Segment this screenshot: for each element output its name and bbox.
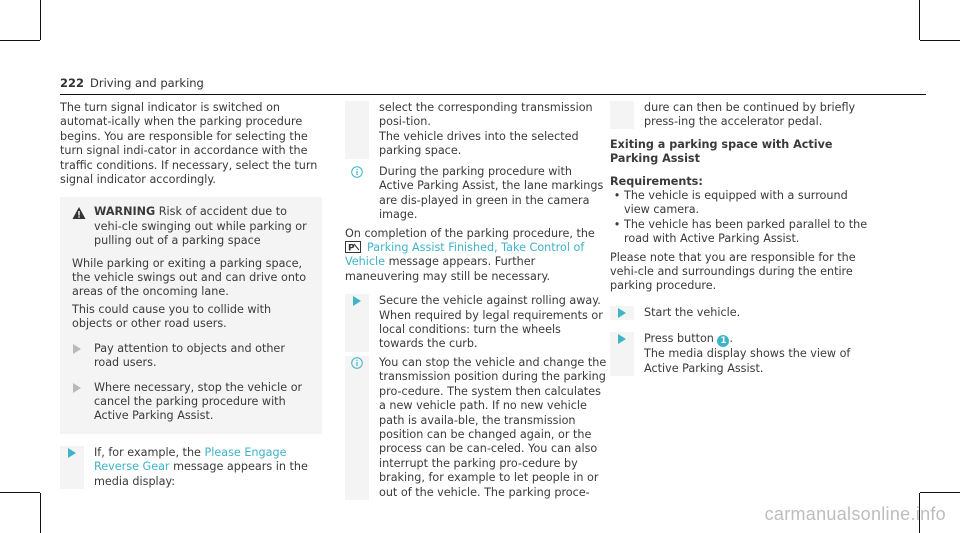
bullet-icon: • <box>613 217 621 231</box>
step-press-text: Press button 1 . <box>644 332 734 347</box>
info-note-2-text: You can stop the vehicle and change the transmission position during the parking pro-cedure. The system then calculates a new vehicle path. If no new vehicle path is availa-ble, the transmission position can be changed again, or the process can be can-celed. You can also interrupt the parking pro-cedure by braking, for example to let people in or out of the vehicle. The parking proce- <box>379 355 607 499</box>
requirement-item: • The vehicle is equipped with a surround view camera. <box>610 189 872 218</box>
column-3 <box>610 101 872 376</box>
bullet-icon: • <box>613 189 621 203</box>
warning-text-2: This could cause you to collide with objects or other road users. <box>72 302 272 331</box>
select-text: select the corresponding transmission posi-tion. <box>379 101 593 129</box>
column-1 <box>60 101 322 489</box>
page-header <box>60 76 204 90</box>
warning-text-1: While parking or exiting a parking space, the vehicle swings out and can drive onto areas of the oncoming lane. <box>72 256 307 299</box>
step-arrow-icon <box>352 296 362 306</box>
step-arrow-icon <box>72 383 82 393</box>
continued-text: dure can then be continued by briefly press-ing the accelerator pedal. <box>644 101 856 129</box>
section-heading: Exiting a parking space with Active Parking Assist <box>610 137 833 166</box>
header-rule <box>60 94 926 95</box>
crop-mark <box>0 40 40 41</box>
warning-step-2-text: Where necessary, stop the vehicle or cancel the parking procedure with Active Parking Assist. <box>94 380 303 423</box>
crop-mark <box>919 0 920 40</box>
column-2 <box>345 101 607 500</box>
crop-mark <box>40 493 41 533</box>
step-arrow-icon <box>67 448 77 458</box>
warning-heading-text: Risk of accident due to vehi-cle swinging out while parking or pulling out of a parking space <box>94 205 307 248</box>
intro-paragraph: The turn signal indicator is switched on automat-ically when the parking procedure begins. You are responsible for selecting the turn signal indi-cator in accordance with the traffic conditions. If necessary, select the turn signal indicator accordingly. <box>60 101 318 187</box>
step-arrow-icon <box>72 344 82 354</box>
step-arrow-icon <box>617 334 627 344</box>
section-title: Driving and parking <box>90 76 204 90</box>
info-note-1-text: During the parking procedure with Active Parking Assist, the lane markings are dis-played in green in the camera image. <box>379 165 604 222</box>
info-icon <box>351 357 363 369</box>
continued-note <box>610 101 872 130</box>
step-start-vehicle <box>610 306 872 320</box>
info-note-2 <box>345 356 607 500</box>
warning-box <box>60 197 322 433</box>
completion-paragraph: On completion of the parking procedure, the P Parking Assist Finished, Take Control of Vehicle message appears. Further maneuvering may still be necessary. <box>345 226 595 283</box>
warning-triangle-icon <box>72 206 86 220</box>
crop-mark <box>40 0 41 40</box>
svg-text:P: P <box>348 243 355 254</box>
crop-mark <box>0 492 40 493</box>
step-engage-reverse <box>60 446 322 489</box>
secure-step-text: Secure the vehicle against rolling away. <box>379 294 601 308</box>
crop-mark <box>920 40 960 41</box>
requirement-item: • The vehicle has been parked parallel to the road with Active Parking Assist. <box>610 218 872 247</box>
watermark-text: carmanualsonline.info <box>764 504 946 524</box>
warning-title: WARNING <box>94 205 156 219</box>
warning-header <box>72 205 312 248</box>
warning-step-2 <box>72 381 312 424</box>
requirements-label: Requirements: <box>610 174 703 188</box>
warning-step-1-text: Pay attention to objects and other road users. <box>94 341 285 370</box>
step-engage-reverse-text: If, for example, the Please Engage Reverse Gear message appears in the media display: <box>94 445 308 488</box>
parking-assist-icon <box>345 241 361 253</box>
media-display-text: The media display shows the view of Active Parking Assist. <box>644 347 851 375</box>
info-icon <box>351 166 363 178</box>
page-number: 222 <box>60 76 85 90</box>
display-message: Please Engage Reverse Gear <box>94 445 287 474</box>
info-note-1 <box>345 165 607 223</box>
step-secure <box>345 294 607 352</box>
please-note-paragraph: Please note that you are responsible for the vehi-cle and surroundings during the entire parking procedure. <box>610 250 856 293</box>
crop-mark <box>920 492 960 493</box>
warning-step-1 <box>72 342 312 371</box>
step-select-continued <box>345 101 607 159</box>
step-arrow-icon <box>617 308 627 318</box>
completion-message: Parking Assist Finished, Take Control of Vehicle <box>345 241 585 269</box>
secure-detail-text: When required by legal requirements or local conditions: turn the wheels towards the curb. <box>379 308 603 351</box>
drives-text: The vehicle drives into the selected parking space. <box>379 129 579 158</box>
warning-heading <box>94 205 312 248</box>
button-number-badge: 1 <box>717 335 729 347</box>
step-press-button <box>610 332 872 376</box>
step-start-text: Start the vehicle. <box>644 305 741 319</box>
